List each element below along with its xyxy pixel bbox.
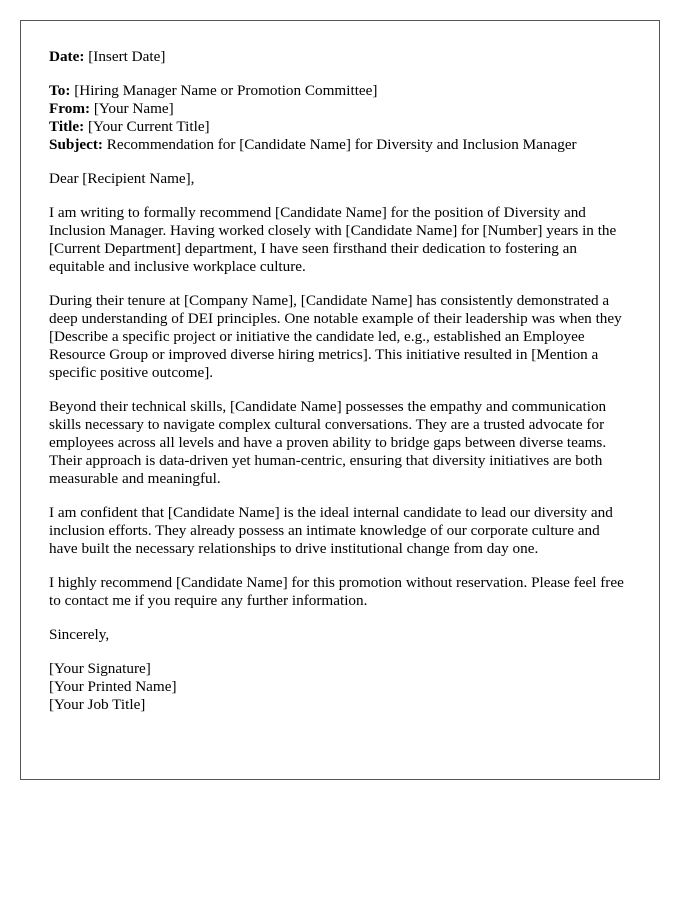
subject-label: Subject: xyxy=(49,136,103,153)
title-value: [Your Current Title] xyxy=(87,118,210,135)
date-value: [Insert Date] xyxy=(88,48,166,65)
date-line xyxy=(49,48,631,66)
job-title: [Your Job Title] xyxy=(49,696,146,713)
paragraph-skills: Beyond their technical skills, [Candidate Name] possesses the empathy and communication skills necessary to navigate complex cultural conversations. They are a trusted advocate for employees across all levels and have a proven ability to bridge gaps between diverse teams. Their approach is data-driven yet human-centric, ensuring that diversity initiatives are both measurable and meaningful. xyxy=(49,398,607,487)
to-value: [Hiring Manager Name or Promotion Committee] xyxy=(74,82,378,99)
to-line xyxy=(49,82,631,100)
paragraph-intro: I am writing to formally recommend [Candidate Name] for the position of Diversity and Inclusion Manager. Having worked closely with [Candidate Name] for [Number] years in the [Current Department] department, I have seen firsthand their dedication to fostering an equitable and inclusive workplace culture. xyxy=(49,204,617,275)
subject-line xyxy=(49,136,631,154)
paragraph-recommendation: I highly recommend [Candidate Name] for this promotion without reservation. Please feel free to contact me if you require any further information. xyxy=(49,574,624,609)
closing: Sincerely, xyxy=(49,626,110,643)
from-value: [Your Name] xyxy=(93,100,174,117)
signature-block xyxy=(49,660,631,714)
from-line xyxy=(49,100,631,118)
letter-document xyxy=(20,20,660,780)
to-label: To: xyxy=(49,82,71,99)
paragraph-tenure: During their tenure at [Company Name], [Candidate Name] has consistently demonstrated a deep understanding of DEI principles. One notable example of their leadership was when they [Describe a specific project or initiative the candidate led, e.g., established an Employee Resource Group or improved diverse hiring metrics]. This initiative resulted in [Mention a specific positive outcome]. xyxy=(49,292,622,381)
printed-name: [Your Printed Name] xyxy=(49,678,177,695)
title-line xyxy=(49,118,631,136)
date-label: Date: xyxy=(49,48,85,65)
header-block xyxy=(49,82,631,154)
subject-value: Recommendation for [Candidate Name] for Diversity and Inclusion Manager xyxy=(106,136,577,153)
paragraph-confidence: I am confident that [Candidate Name] is the ideal internal candidate to lead our diversity and inclusion efforts. They already possess an intimate knowledge of our corporate culture and have built the necessary relationships to drive institutional change from day one. xyxy=(49,504,613,557)
signature-placeholder: [Your Signature] xyxy=(49,660,151,677)
salutation: Dear [Recipient Name], xyxy=(49,170,195,187)
title-label: Title: xyxy=(49,118,85,135)
from-label: From: xyxy=(49,100,91,117)
